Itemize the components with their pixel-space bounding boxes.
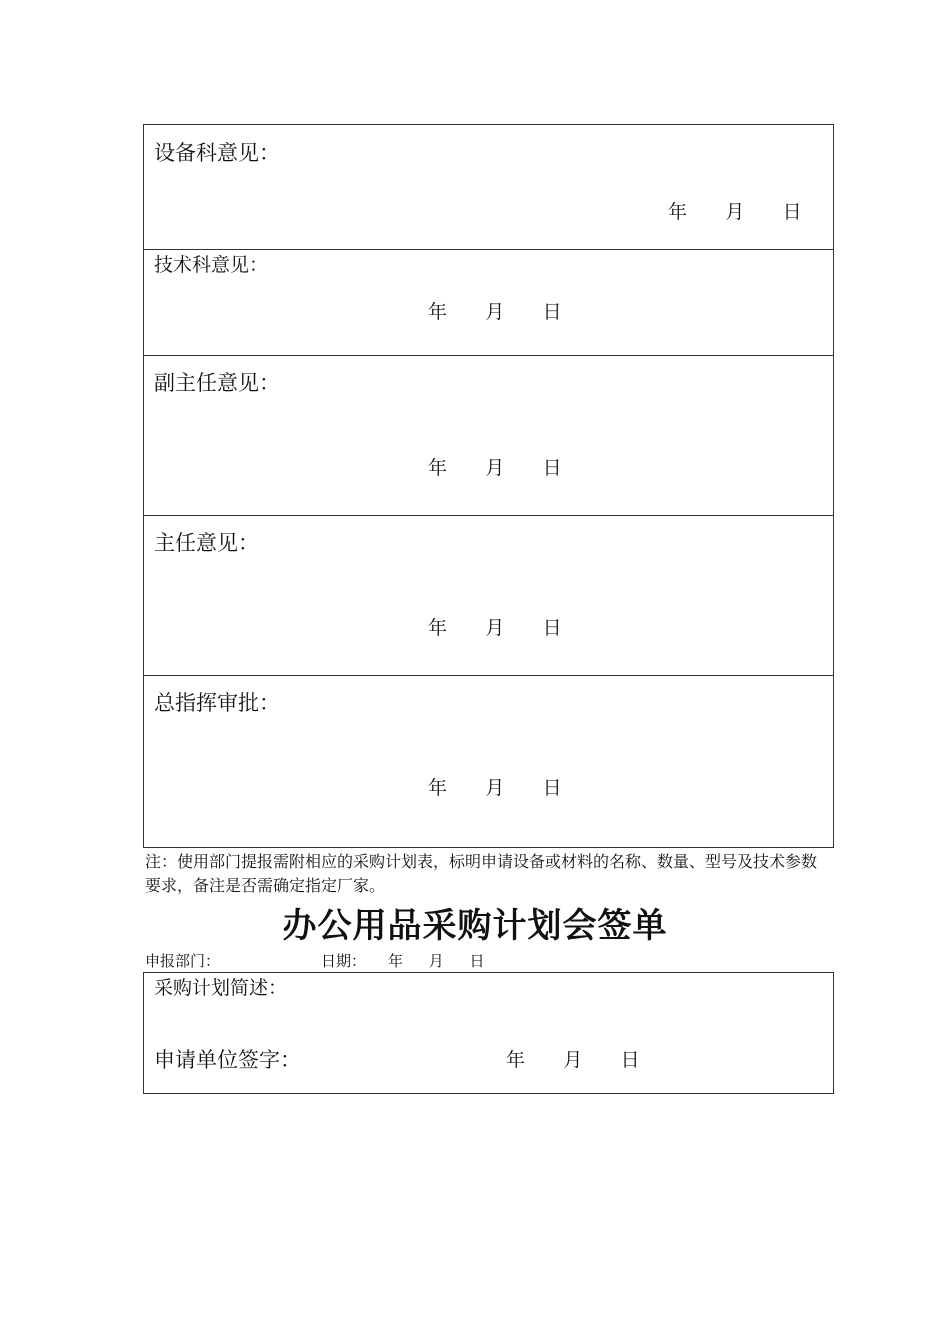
dept-label: 申报部门：	[145, 952, 221, 970]
technical-dept-opinion-label: 技术科意见：	[154, 254, 269, 276]
equipment-dept-opinion-date: 年 月 日	[668, 201, 814, 223]
footnote: 注：使用部门提报需附相应的采购计划表，标明申请设备或材料的名称、数量、型号及技术参数要求，备注是否需确定指定厂家。	[145, 852, 818, 895]
deputy-director-opinion-box	[143, 355, 834, 516]
form-title: 办公用品采购计划会签单	[282, 906, 668, 946]
signature-date: 年 月 日	[506, 1049, 652, 1071]
technical-dept-opinion-date: 年 月 日	[428, 301, 574, 323]
director-opinion-box	[143, 515, 834, 676]
date-label: 日期：	[321, 952, 367, 970]
equipment-dept-opinion-label: 设备科意见：	[154, 141, 280, 165]
date-value: 年 月 日	[388, 952, 493, 970]
purchase-summary-box	[143, 972, 834, 1094]
signature-label: 申请单位签字：	[154, 1048, 301, 1072]
commander-approval-label: 总指挥审批：	[154, 691, 280, 715]
deputy-director-opinion-date: 年 月 日	[428, 457, 574, 479]
equipment-dept-opinion-box	[143, 124, 834, 250]
deputy-director-opinion-label: 副主任意见：	[154, 371, 280, 395]
director-opinion-date: 年 月 日	[428, 617, 574, 639]
director-opinion-label: 主任意见：	[154, 531, 259, 555]
technical-dept-opinion-box	[143, 249, 834, 356]
commander-approval-date: 年 月 日	[428, 777, 574, 799]
commander-approval-box	[143, 675, 834, 848]
purchase-summary-label: 采购计划简述：	[154, 977, 288, 999]
